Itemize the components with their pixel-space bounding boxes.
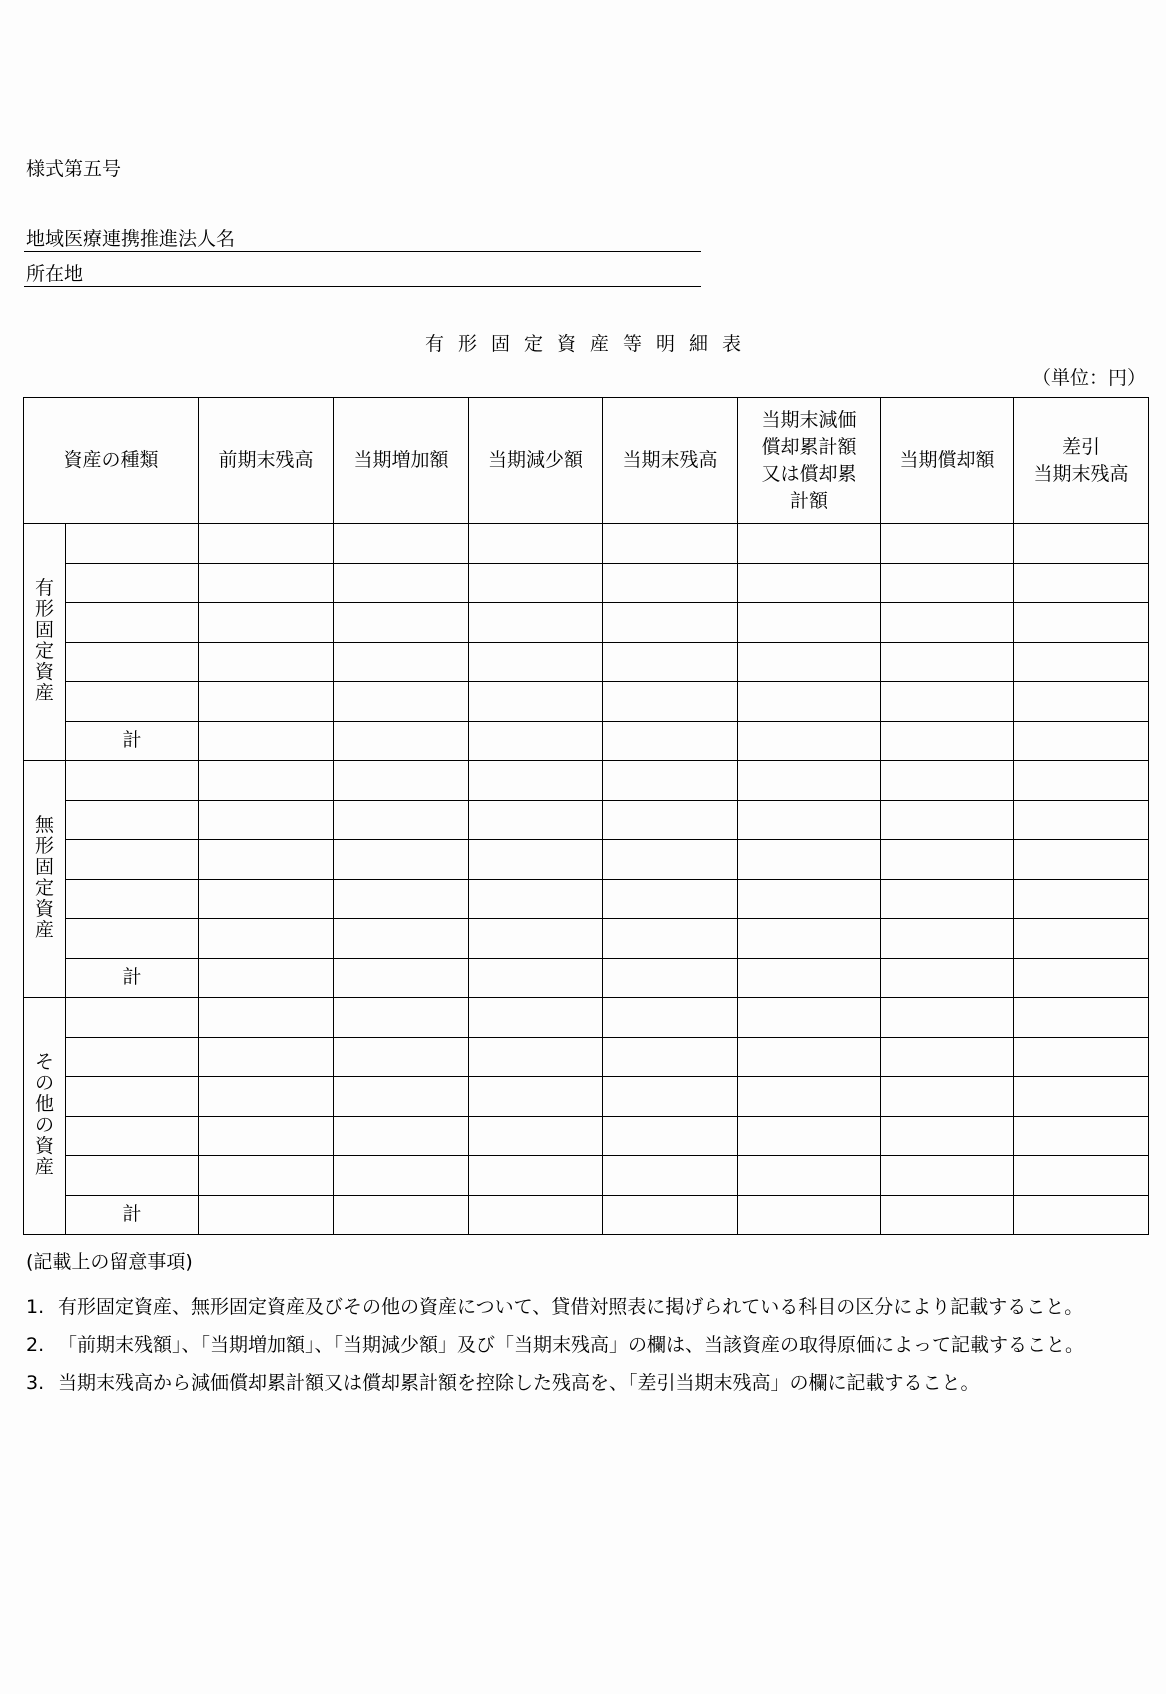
value-cell[interactable] (199, 1195, 334, 1235)
table-row (24, 1077, 1149, 1117)
group-label: 有形固定資産 (34, 576, 54, 704)
value-cell[interactable] (334, 800, 469, 840)
header-row (24, 398, 1149, 524)
value-cell[interactable] (1014, 761, 1149, 801)
value-cell[interactable] (334, 1195, 469, 1235)
table-row (24, 800, 1149, 840)
value-cell[interactable] (881, 1116, 1014, 1156)
table-row (24, 682, 1149, 722)
value-cell[interactable] (738, 800, 881, 840)
value-cell[interactable] (469, 603, 603, 643)
value-cell[interactable] (603, 761, 738, 801)
value-cell[interactable] (603, 1116, 738, 1156)
group-label-cell (24, 524, 66, 761)
note-number: 1. (26, 1296, 45, 1318)
value-cell[interactable] (1014, 524, 1149, 564)
value-cell[interactable] (738, 642, 881, 682)
value-cell[interactable] (738, 998, 881, 1038)
value-cell[interactable] (881, 603, 1014, 643)
corporation-name-label: 地域医療連携推進法人名 (26, 228, 236, 250)
table-row (24, 761, 1149, 801)
value-cell[interactable] (738, 879, 881, 919)
value-cell[interactable] (603, 998, 738, 1038)
header-line: 又は償却累 (761, 462, 857, 485)
value-cell[interactable] (603, 1037, 738, 1077)
value-cell[interactable] (199, 800, 334, 840)
value-cell[interactable] (738, 761, 881, 801)
value-cell[interactable] (881, 1156, 1014, 1196)
value-cell[interactable] (738, 1077, 881, 1117)
value-cell[interactable] (199, 958, 334, 998)
value-cell[interactable] (334, 879, 469, 919)
value-cell[interactable] (881, 879, 1014, 919)
value-cell[interactable] (469, 524, 603, 564)
value-cell[interactable] (469, 1077, 603, 1117)
note-number: 3. (26, 1372, 45, 1394)
value-cell[interactable] (199, 603, 334, 643)
note-item (26, 1326, 1156, 1364)
table-row (24, 1116, 1149, 1156)
value-cell[interactable] (334, 998, 469, 1038)
corporation-name-field[interactable] (24, 221, 701, 252)
asset-name-cell[interactable] (66, 1156, 199, 1196)
value-cell[interactable] (469, 919, 603, 959)
value-cell[interactable] (469, 642, 603, 682)
value-cell[interactable] (603, 1077, 738, 1117)
value-cell[interactable] (881, 958, 1014, 998)
table-row (24, 524, 1149, 564)
value-cell[interactable] (1014, 642, 1149, 682)
value-cell[interactable] (1014, 919, 1149, 959)
value-cell[interactable] (1014, 800, 1149, 840)
value-cell[interactable] (334, 958, 469, 998)
value-cell[interactable] (334, 1077, 469, 1117)
value-cell[interactable] (738, 603, 881, 643)
value-cell[interactable] (469, 840, 603, 880)
table-row (24, 603, 1149, 643)
asset-name-cell[interactable] (66, 642, 199, 682)
total-row (24, 721, 1149, 761)
value-cell[interactable] (469, 721, 603, 761)
value-cell[interactable] (1014, 1156, 1149, 1196)
asset-name-cell[interactable] (66, 761, 199, 801)
value-cell[interactable] (469, 563, 603, 603)
header-line: 当期末減価 (761, 408, 857, 431)
value-cell[interactable] (199, 1077, 334, 1117)
table-row (24, 1156, 1149, 1196)
group-label: その他の資産 (34, 1050, 54, 1178)
group-label: 無形固定資産 (34, 813, 54, 941)
value-cell[interactable] (334, 524, 469, 564)
value-cell[interactable] (738, 1156, 881, 1196)
value-cell[interactable] (469, 1037, 603, 1077)
table-row (24, 840, 1149, 880)
value-cell[interactable] (334, 1116, 469, 1156)
note-text: 「前期末残額」、「当期増加額」、「当期減少額」及び「当期末残高」の欄は、当該資産の取得原価によって記載すること。 (58, 1334, 1085, 1356)
asset-name-cell[interactable] (66, 800, 199, 840)
value-cell[interactable] (334, 603, 469, 643)
value-cell[interactable] (738, 919, 881, 959)
value-cell[interactable] (334, 1037, 469, 1077)
notes-heading: (記載上の留意事項) (26, 1251, 193, 1273)
header-depreciation: 当期償却額 (881, 398, 1014, 524)
value-cell[interactable] (469, 958, 603, 998)
value-cell[interactable] (1014, 603, 1149, 643)
value-cell[interactable] (881, 840, 1014, 880)
note-item (26, 1288, 1156, 1326)
header-decrease: 当期減少額 (469, 398, 603, 524)
notes-section (26, 1250, 1156, 1402)
header-line: 償却累計額 (761, 435, 857, 458)
value-cell[interactable] (199, 1116, 334, 1156)
total-row (24, 958, 1149, 998)
value-cell[interactable] (738, 1037, 881, 1077)
asset-name-cell[interactable] (66, 1077, 199, 1117)
note-text: 有形固定資産、無形固定資産及びその他の資産について、貸借対照表に掲げられている科目の区分により記載すること。 (58, 1296, 1084, 1318)
asset-name-cell[interactable] (66, 603, 199, 643)
value-cell[interactable] (881, 721, 1014, 761)
note-text: 当期末残高から減価償却累計額又は償却累計額を控除した残高を、「差引当期末残高」の欄に記載すること。 (58, 1372, 980, 1394)
value-cell[interactable] (881, 1037, 1014, 1077)
address-field[interactable] (24, 256, 701, 287)
value-cell[interactable] (1014, 1077, 1149, 1117)
header-net-balance (1014, 398, 1149, 524)
table-row (24, 563, 1149, 603)
value-cell[interactable] (334, 721, 469, 761)
value-cell[interactable] (199, 1156, 334, 1196)
total-label-cell: 計 (66, 958, 199, 998)
value-cell[interactable] (881, 998, 1014, 1038)
header-prev-balance: 前期末残高 (199, 398, 334, 524)
value-cell[interactable] (1014, 840, 1149, 880)
header-line: 差引 (1062, 435, 1101, 458)
value-cell[interactable] (1014, 998, 1149, 1038)
value-cell[interactable] (469, 998, 603, 1038)
value-cell[interactable] (603, 642, 738, 682)
value-cell[interactable] (334, 682, 469, 722)
value-cell[interactable] (738, 524, 881, 564)
value-cell[interactable] (199, 919, 334, 959)
value-cell[interactable] (1014, 1116, 1149, 1156)
asset-name-cell[interactable] (66, 998, 199, 1038)
table-row (24, 998, 1149, 1038)
note-item (26, 1364, 1156, 1402)
value-cell[interactable] (334, 642, 469, 682)
value-cell[interactable] (199, 879, 334, 919)
asset-name-cell[interactable] (66, 1116, 199, 1156)
value-cell[interactable] (738, 721, 881, 761)
value-cell[interactable] (469, 800, 603, 840)
value-cell[interactable] (738, 682, 881, 722)
table-row (24, 642, 1149, 682)
value-cell[interactable] (603, 682, 738, 722)
value-cell[interactable] (469, 1156, 603, 1196)
value-cell[interactable] (603, 603, 738, 643)
value-cell[interactable] (881, 642, 1014, 682)
value-cell[interactable] (199, 563, 334, 603)
header-increase: 当期増加額 (334, 398, 469, 524)
value-cell[interactable] (469, 879, 603, 919)
value-cell[interactable] (1014, 958, 1149, 998)
header-asset-type: 資産の種類 (24, 398, 199, 524)
value-cell[interactable] (199, 721, 334, 761)
asset-name-cell[interactable] (66, 840, 199, 880)
value-cell[interactable] (469, 682, 603, 722)
asset-name-cell[interactable] (66, 1037, 199, 1077)
header-accumulated-depreciation (738, 398, 881, 524)
value-cell[interactable] (881, 1195, 1014, 1235)
asset-name-cell[interactable] (66, 563, 199, 603)
value-cell[interactable] (1014, 1195, 1149, 1235)
value-cell[interactable] (603, 919, 738, 959)
document-title: 有形固定資産等明細表 (424, 333, 755, 355)
asset-name-cell[interactable] (66, 682, 199, 722)
value-cell[interactable] (1014, 563, 1149, 603)
value-cell[interactable] (881, 800, 1014, 840)
value-cell[interactable] (738, 563, 881, 603)
value-cell[interactable] (603, 800, 738, 840)
value-cell[interactable] (738, 840, 881, 880)
total-label-cell: 計 (66, 721, 199, 761)
value-cell[interactable] (603, 958, 738, 998)
value-cell[interactable] (881, 682, 1014, 722)
value-cell[interactable] (199, 998, 334, 1038)
table-row (24, 879, 1149, 919)
value-cell[interactable] (199, 761, 334, 801)
asset-name-cell[interactable] (66, 524, 199, 564)
header-line: 当期末残高 (1033, 462, 1129, 485)
value-cell[interactable] (738, 958, 881, 998)
total-label-cell: 計 (66, 1195, 199, 1235)
value-cell[interactable] (603, 721, 738, 761)
value-cell[interactable] (1014, 1037, 1149, 1077)
value-cell[interactable] (199, 1037, 334, 1077)
value-cell[interactable] (603, 1195, 738, 1235)
value-cell[interactable] (881, 919, 1014, 959)
value-cell[interactable] (199, 524, 334, 564)
value-cell[interactable] (469, 1116, 603, 1156)
asset-name-cell[interactable] (66, 919, 199, 959)
address-label: 所在地 (26, 263, 84, 285)
total-row (24, 1195, 1149, 1235)
value-cell[interactable] (199, 840, 334, 880)
value-cell[interactable] (881, 524, 1014, 564)
unit-label: （単位：円） (1031, 367, 1146, 389)
value-cell[interactable] (603, 879, 738, 919)
value-cell[interactable] (334, 1156, 469, 1196)
value-cell[interactable] (603, 524, 738, 564)
asset-name-cell[interactable] (66, 879, 199, 919)
table-row (24, 1037, 1149, 1077)
value-cell[interactable] (334, 761, 469, 801)
value-cell[interactable] (334, 919, 469, 959)
value-cell[interactable] (881, 1077, 1014, 1117)
value-cell[interactable] (1014, 721, 1149, 761)
group-label-cell (24, 761, 66, 998)
value-cell[interactable] (738, 1195, 881, 1235)
value-cell[interactable] (603, 563, 738, 603)
value-cell[interactable] (199, 642, 334, 682)
value-cell[interactable] (603, 840, 738, 880)
value-cell[interactable] (1014, 682, 1149, 722)
header-end-balance: 当期末残高 (603, 398, 738, 524)
value-cell[interactable] (199, 682, 334, 722)
value-cell[interactable] (603, 1156, 738, 1196)
table-row (24, 919, 1149, 959)
value-cell[interactable] (334, 563, 469, 603)
value-cell[interactable] (334, 840, 469, 880)
value-cell[interactable] (469, 761, 603, 801)
value-cell[interactable] (1014, 879, 1149, 919)
group-label-cell (24, 998, 66, 1235)
header-line: 計額 (790, 489, 829, 512)
value-cell[interactable] (738, 1116, 881, 1156)
value-cell[interactable] (881, 761, 1014, 801)
note-number: 2. (26, 1334, 45, 1356)
form-number: 様式第五号 (26, 158, 122, 180)
value-cell[interactable] (469, 1195, 603, 1235)
asset-detail-table (23, 397, 1149, 1235)
value-cell[interactable] (881, 563, 1014, 603)
